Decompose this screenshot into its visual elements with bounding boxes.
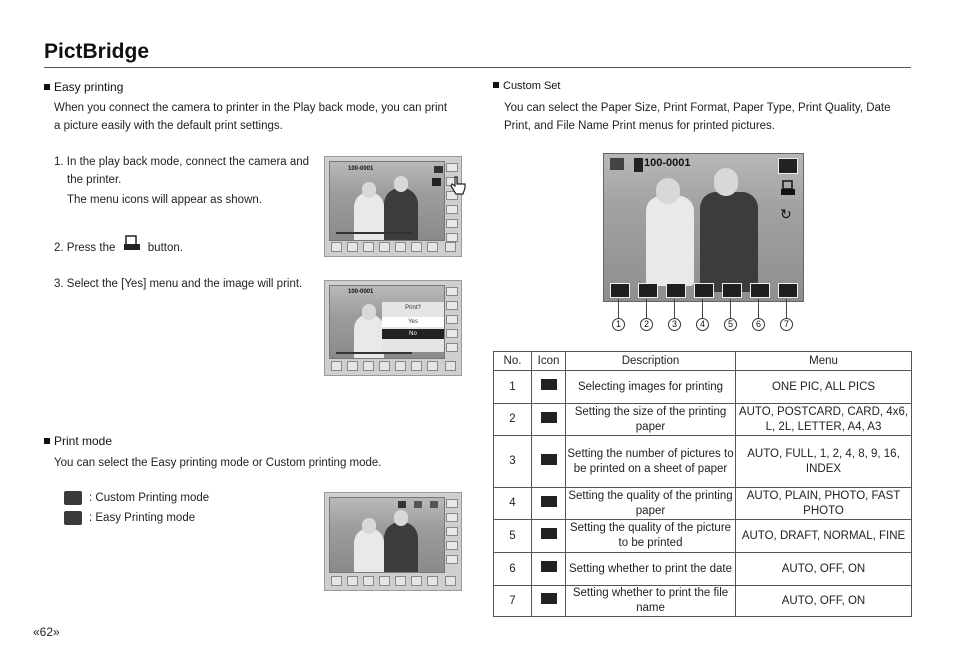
row-menu: AUTO, FULL, 1, 2, 4, 8, 9, 16, INDEX — [736, 436, 912, 488]
side-button — [446, 541, 458, 550]
bottom-button — [331, 361, 342, 371]
quality-icon[interactable] — [722, 283, 742, 298]
step-2-prefix: 2. Press the — [54, 242, 116, 254]
bottom-button — [347, 361, 358, 371]
date-icon — [541, 561, 557, 572]
side-button — [446, 301, 458, 310]
groom-figure — [384, 522, 418, 573]
row-description: Setting the quality of the picture to be printed — [566, 520, 736, 553]
step-2 — [54, 235, 183, 257]
row-menu: AUTO, POSTCARD, CARD, 4x6, L, 2L, LETTER, A4, A3 — [736, 404, 912, 436]
row-icon — [532, 371, 566, 404]
intro-line: You can select the Paper Size, Print Format, Paper Type, Print Quality, Date — [504, 102, 891, 114]
table-row — [494, 520, 912, 553]
bottom-button — [331, 242, 342, 252]
refresh-icon: ↻ — [780, 206, 792, 222]
callout-number: 7 — [780, 318, 793, 331]
row-description: Selecting images for printing — [566, 371, 736, 404]
callout-line — [646, 299, 647, 319]
callout-line — [730, 299, 731, 319]
bottom-button — [395, 361, 406, 371]
bride-face — [656, 178, 680, 204]
custom-mode-icon — [64, 491, 82, 505]
row-number: 2 — [494, 404, 532, 436]
side-button — [446, 527, 458, 536]
easy-printing-intro — [54, 100, 474, 135]
callout-line — [702, 299, 703, 319]
file-number-label: 100-0001 — [644, 157, 691, 169]
bottom-button — [411, 576, 422, 586]
file-number-label: 100-0001 — [348, 289, 374, 295]
table-row — [494, 436, 912, 488]
row-icon — [532, 404, 566, 436]
custom-set-heading — [493, 80, 560, 92]
progress-line — [336, 352, 412, 354]
side-button — [446, 205, 458, 214]
play-arrow-icon — [445, 242, 456, 252]
images-icon — [541, 379, 557, 390]
row-icon — [532, 586, 566, 617]
table-row — [494, 371, 912, 404]
callout-number: 1 — [612, 318, 625, 331]
row-number: 1 — [494, 371, 532, 404]
print-mode-heading — [44, 434, 112, 448]
table-row — [494, 404, 912, 436]
images-icon[interactable] — [610, 283, 630, 298]
step-1 — [54, 153, 324, 209]
easy-printing-heading-text: Easy printing — [54, 80, 124, 94]
camera-screen-print-confirm — [324, 280, 462, 376]
step-1-line: the printer. — [67, 174, 122, 186]
paper-size-icon — [541, 412, 557, 423]
printer-icon — [432, 178, 441, 186]
row-menu: ONE PIC, ALL PICS — [736, 371, 912, 404]
callout-line — [786, 299, 787, 319]
bride-face — [362, 518, 376, 534]
custom-set-intro — [504, 100, 914, 135]
row-icon — [532, 553, 566, 586]
bottom-button — [379, 576, 390, 586]
paper-size-icon[interactable] — [638, 283, 658, 298]
title-divider — [44, 67, 911, 68]
step-1-line: 1. In the play back mode, connect the camera and — [54, 156, 310, 168]
bottom-button — [427, 576, 438, 586]
layout-icon[interactable] — [666, 283, 686, 298]
side-button — [446, 233, 458, 242]
side-button — [446, 287, 458, 296]
page-number: «62» — [33, 625, 60, 639]
callout-number: 2 — [640, 318, 653, 331]
bottom-button — [427, 242, 438, 252]
bride-figure — [354, 528, 384, 573]
date-icon[interactable] — [750, 283, 770, 298]
header-no: No. — [494, 352, 532, 371]
bottom-button — [395, 576, 406, 586]
progress-line — [336, 232, 412, 234]
groom-face — [394, 510, 408, 526]
custom-set-screen — [603, 153, 804, 302]
row-icon — [532, 488, 566, 520]
bottom-button — [347, 242, 358, 252]
row-description: Setting whether to print the date — [566, 553, 736, 586]
paper-type-icon — [541, 496, 557, 507]
callout-number: 5 — [724, 318, 737, 331]
bottom-button — [395, 242, 406, 252]
easy-mode-icon — [430, 501, 438, 508]
row-menu: AUTO, OFF, ON — [736, 553, 912, 586]
bottom-button — [363, 361, 374, 371]
side-button — [446, 499, 458, 508]
table-row — [494, 553, 912, 586]
camera-screen-print-mode — [324, 492, 462, 591]
print-mode-description: You can select the Easy printing mode or Custom printing mode. — [54, 457, 382, 469]
callout-number: 4 — [696, 318, 709, 331]
no-option[interactable]: No — [382, 329, 444, 339]
lcd-display — [329, 497, 445, 573]
file-number-label: 100-0001 — [348, 166, 374, 172]
table-row — [494, 488, 912, 520]
intro-line: When you connect the camera to printer in the Play back mode, you can print — [54, 102, 448, 114]
bottom-button — [411, 242, 422, 252]
step-3: 3. Select the [Yes] menu and the image will print. — [54, 278, 303, 290]
print-button-icon — [119, 235, 145, 257]
bride-face — [362, 304, 376, 320]
row-description: Setting the number of pictures to be printed on a sheet of paper — [566, 436, 736, 488]
lcd-display — [329, 161, 445, 241]
quality-icon — [541, 528, 557, 539]
filename-icon[interactable] — [778, 283, 798, 298]
paper-type-icon[interactable] — [694, 283, 714, 298]
row-number: 4 — [494, 488, 532, 520]
row-icon — [532, 436, 566, 488]
printer-icon — [780, 180, 796, 196]
row-icon — [532, 520, 566, 553]
easy-mode-icon — [64, 511, 82, 525]
row-menu: AUTO, OFF, ON — [736, 586, 912, 617]
custom-set-table — [493, 351, 912, 617]
step-2-suffix: button. — [147, 242, 183, 254]
groom-face — [714, 168, 738, 196]
table-header-row — [494, 352, 912, 371]
callout-number: 6 — [752, 318, 765, 331]
bottom-button — [427, 361, 438, 371]
row-number: 6 — [494, 553, 532, 586]
callout-line — [674, 299, 675, 319]
print-prompt: Print? — [405, 305, 421, 311]
row-number: 3 — [494, 436, 532, 488]
bottom-button — [331, 576, 342, 586]
file-icon — [634, 158, 643, 172]
callout-line — [758, 299, 759, 319]
row-description: Setting the size of the printing paper — [566, 404, 736, 436]
page-title: PictBridge — [44, 40, 150, 63]
header-menu: Menu — [736, 352, 912, 371]
easy-printing-heading — [44, 80, 123, 94]
layout-icon — [541, 454, 557, 465]
callout-line — [618, 299, 619, 319]
side-button — [446, 315, 458, 324]
easy-mode-label: : Easy Printing mode — [89, 512, 196, 524]
side-button — [446, 343, 458, 352]
filename-icon — [541, 593, 557, 604]
bride-figure — [646, 196, 694, 286]
yes-option[interactable]: Yes — [382, 317, 444, 327]
play-arrow-icon — [445, 576, 456, 586]
row-description: Setting the quality of the printing paper — [566, 488, 736, 520]
lcd-display — [329, 285, 445, 359]
side-button — [446, 513, 458, 522]
bullet-square-icon — [493, 82, 499, 88]
step-1-line: The menu icons will appear as shown. — [67, 194, 262, 206]
row-menu: AUTO, PLAIN, PHOTO, FAST PHOTO — [736, 488, 912, 520]
custom-mode-label: : Custom Printing mode — [89, 492, 210, 504]
groom-face — [394, 176, 408, 192]
print-dialog — [382, 302, 444, 352]
bottom-button — [363, 242, 374, 252]
side-button — [446, 219, 458, 228]
easy-mode-icon — [610, 158, 624, 170]
side-button — [446, 163, 458, 172]
header-icon: Icon — [532, 352, 566, 371]
side-button — [446, 555, 458, 564]
bullet-square-icon — [44, 438, 50, 444]
row-menu: AUTO, DRAFT, NORMAL, FINE — [736, 520, 912, 553]
bride-face — [362, 182, 376, 198]
bullet-square-icon — [44, 84, 50, 90]
custom-set-heading-text: Custom Set — [503, 80, 561, 92]
bottom-button — [379, 361, 390, 371]
row-number: 7 — [494, 586, 532, 617]
intro-line: a picture easily with the default print settings. — [54, 119, 283, 132]
intro-line: Print, and File Name Print menus for printed pictures. — [504, 119, 776, 132]
side-button — [446, 329, 458, 338]
custom-mode-icon — [398, 501, 406, 508]
row-description: Setting whether to print the file name — [566, 586, 736, 617]
hand-pointer-icon — [449, 175, 467, 202]
mode-icon — [434, 166, 443, 173]
header-description: Description — [566, 352, 736, 371]
row-number: 5 — [494, 520, 532, 553]
easy-mode-icon — [414, 501, 422, 508]
bottom-button — [347, 576, 358, 586]
callout-number: 3 — [668, 318, 681, 331]
play-arrow-icon — [445, 361, 456, 371]
camera-screen-playback — [324, 156, 462, 257]
custom-mode-icon — [778, 158, 798, 174]
table-row — [494, 586, 912, 617]
groom-figure — [700, 192, 758, 292]
bottom-button — [411, 361, 422, 371]
bottom-button — [363, 576, 374, 586]
print-mode-heading-text: Print mode — [54, 434, 113, 448]
bottom-button — [379, 242, 390, 252]
